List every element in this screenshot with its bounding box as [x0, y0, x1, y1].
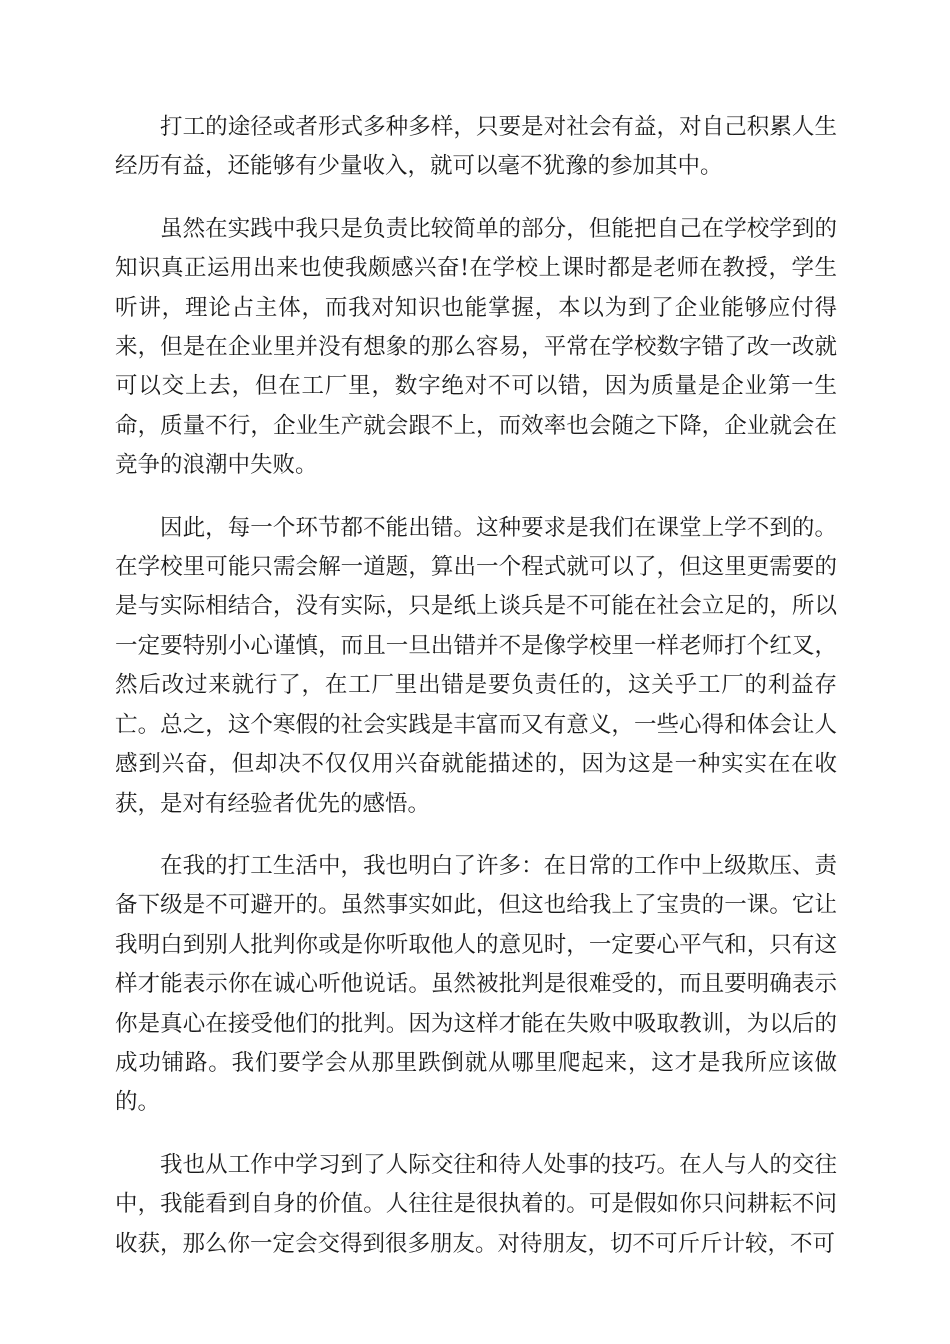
paragraph-3: 因此，每一个环节都不能出错。这种要求是我们在课堂上学不到的。在学校里可能只需会解一道题，算出一个程式就可以了，但这里更需要的是与实际相结合，没有实际，只是纸上谈兵是不可能在社会立足的，所以一定要特别小心谨慎，而且一旦出错并不是像学校里一样老师打个红叉，然后改过来就行了，在工厂里出错是要负责任的，这关乎工厂的利益存亡。总之，这个寒假的社会实践是丰富而又有意义，一些心得和体会让人感到兴奋，但却决不仅仅用兴奋就能描述的，因为这是一种实实在在收获，是对有经验者优先的感悟。 — [115, 514, 837, 817]
paragraph-2: 虽然在实践中我只是负责比较简单的部分，但能把自己在学校学到的知识真正运用出来也使我颇感兴奋!在学校上课时都是老师在教授，学生听讲，理论占主体，而我对知识也能掌握，本以为到了企业能够应付得来，但是在企业里并没有想象的那么容易，平常在学校数字错了改一改就可以交上去，但在工厂里，数字绝对不可以错，因为质量是企业第一生命，质量不行，企业生产就会跟不上，而效率也会随之下降，企业就会在竞争的浪潮中失败。 — [115, 215, 837, 479]
paragraph-4: 在我的打工生活中，我也明白了许多：在日常的工作中上级欺压、责备下级是不可避开的。虽然事实如此，但这也给我上了宝贵的一课。它让我明白到别人批判你或是你听取他人的意见时，一定要心平气和，只有这样才能表示你在诚心听他说话。虽然被批判是很难受的，而且要明确表示你是真心在接受他们的批判。因为这样才能在失败中吸取教训，为以后的成功铺路。我们要学会从那里跌倒就从哪里爬起来，这才是我所应该做的。 — [115, 852, 837, 1116]
paragraph-5: 我也从工作中学习到了人际交往和待人处事的技巧。在人与人的交往中，我能看到自身的价值。人往往是很执着的。可是假如你只问耕耘不问收获，那么你一定会交得到很多朋友。对待朋友，切不可斤斤计较，不可 — [115, 1151, 837, 1257]
document-body — [115, 108, 837, 1287]
paragraph-1: 打工的途径或者形式多种多样，只要是对社会有益，对自己积累人生经历有益，还能够有少量收入，就可以毫不犹豫的参加其中。 — [115, 114, 837, 180]
